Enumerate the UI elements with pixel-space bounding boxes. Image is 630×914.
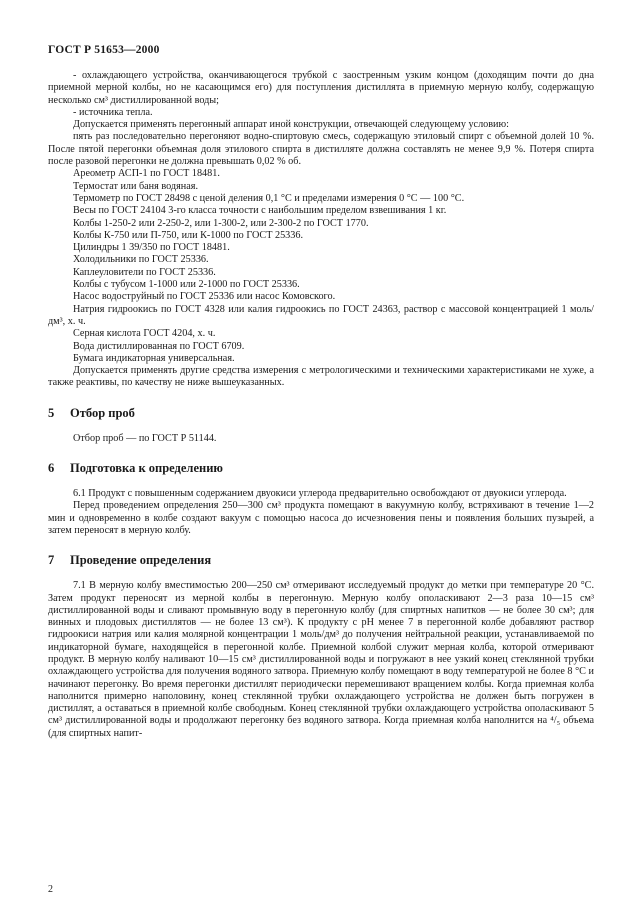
document-header: ГОСТ Р 51653—2000 — [48, 44, 160, 56]
paragraph: Отбор проб — по ГОСТ Р 51144. — [73, 432, 217, 444]
section-heading-6 — [48, 461, 594, 476]
paragraph: Допускается применять перегонный аппарат иной конструкции, отвечающей следующему условию: — [73, 119, 509, 131]
equipment-item: Насос водоструйный по ГОСТ 25336 или насос Комовского. — [73, 291, 336, 303]
paragraph: Допускается применять другие средства измерения с метрологическими и техническими характеристиками не хуже, а также реактивы, по качеству не ниже вышеуказанных. — [48, 365, 594, 389]
paragraph: 7.1 В мерную колбу вместимостью 200—250 см³ отмеривают исследуемый продукт до метки при температуре 20 °С. Затем продукт переносят из мерной колбы в перегонную. Мерную колбу ополаскивают 2—3 раза 10—15 см³ дистиллированной воды и сливают промывную воду в перегонную колбу (для спиртных напитков — не более 30 см³; для винных и плодовых дистиллятов — не более 13 см³). К продукту с рН менее 7 в перегонной колбе добавляют раствор гидроокиси натрия или калия молярной концентрации 1 моль/дм³ до получения нейтральной реакции, устанавливаемой по индикаторной бумаге, находящейся в перегонной колбе. Приемной колбой служит мерная колба, которой отмеривают продукт. В мерную колбу наливают 10—15 см³ дистиллированной воды и погружают в нее узкий конец стеклянной трубки охлаждающего устройства для получения водяного затвора. Приемную колбу помещают в воду температурой не более 8 °С и начинают перегонку. Во время перегонки дистиллят периодически перемешивают вращением колбы. Когда приемная колба наполнится примерно наполовину, конец стеклянной трубки охлаждающего устройства не должен быть погружен в дистиллят, а оставаться в приемной колбе свободным. Конец стеклянной трубки охлаждающего устройства ополаскивают 5 см³ дистиллированной воды и продолжают перегонку без водяного затвора. Когда приемная колба наполнится на ⁴/₅ объема (для спиртных напит- — [48, 580, 594, 739]
equipment-item: Бумага индикаторная универсальная. — [73, 352, 235, 364]
paragraph: 6.1 Продукт с повышенным содержанием двуокиси углерода предварительно освобождают от двуокиси углерода. — [73, 488, 567, 500]
paragraph: Перед проведением определения 250—300 см³ продукта помещают в вакуумную колбу, встряхивают в течение 1—2 мин и одновременно в колбе создают вакуум с помощью насоса до исчезновения пены и появления больших пузырей, а затем переносят в мерную колбу. — [48, 500, 594, 536]
section-number: 7 — [48, 553, 55, 568]
page-number: 2 — [48, 884, 53, 895]
equipment-item: Вода дистиллированная по ГОСТ 6709. — [73, 340, 245, 352]
section-title: Проведение определения — [70, 553, 212, 568]
equipment-item: Ареометр АСП-1 по ГОСТ 18481. — [73, 168, 220, 180]
equipment-item: Каплеуловители по ГОСТ 25336. — [73, 266, 216, 278]
equipment-item: Колбы 1-250-2 или 2-250-2, или 1-300-2, или 2-300-2 по ГОСТ 1770. — [73, 217, 369, 229]
equipment-item: Колбы с тубусом 1-1000 или 2-1000 по ГОСТ 25336. — [73, 279, 300, 291]
equipment-item: Весы по ГОСТ 24104 3-го класса точности с наибольшим пределом взвешивания 1 кг. — [73, 205, 447, 217]
equipment-item: Холодильники по ГОСТ 25336. — [73, 254, 209, 266]
section-number: 6 — [48, 461, 55, 476]
paragraph: - охлаждающего устройства, оканчивающегося трубкой с заостренным узким концом (доходящим почти до дна приемной мерной колбы, но не касающимся его) для поступления дистиллята в приемную мерную колбу, содержащую несколько см³ дистиллированной воды; — [48, 70, 594, 106]
equipment-item: Термометр по ГОСТ 28498 с ценой деления 0,1 °С и пределами измерения 0 °С — 100 °С. — [73, 192, 465, 204]
equipment-item: Натрия гидроокись по ГОСТ 4328 или калия гидроокись по ГОСТ 24363, раствор с массовой концентрацией 1 моль/дм³, х. ч. — [48, 303, 594, 327]
section-heading-5 — [48, 406, 594, 421]
equipment-item: Цилиндры 1 39/350 по ГОСТ 18481. — [73, 242, 230, 254]
paragraph: - источника тепла. — [73, 106, 153, 118]
equipment-item: Колбы К-750 или П-750, или К-1000 по ГОСТ 25336. — [73, 229, 304, 241]
section-title: Отбор проб — [70, 405, 135, 420]
section-number: 5 — [48, 405, 55, 420]
section-heading-7 — [48, 553, 594, 568]
equipment-item: Серная кислота ГОСТ 4204, х. ч. — [73, 328, 216, 340]
equipment-item: Термостат или баня водяная. — [73, 180, 198, 192]
paragraph: пять раз последовательно перегоняют водно-спиртовую смесь, содержащую этиловый спирт с объемной долей 10 %. После пятой перегонки объемная доля этилового спирта в дистилляте должна составлять не менее 9,9 %. Потеря спирта после разовой перегонки не должна превышать 0,02 % об. — [48, 131, 594, 168]
section-title: Подготовка к определению — [70, 461, 223, 476]
